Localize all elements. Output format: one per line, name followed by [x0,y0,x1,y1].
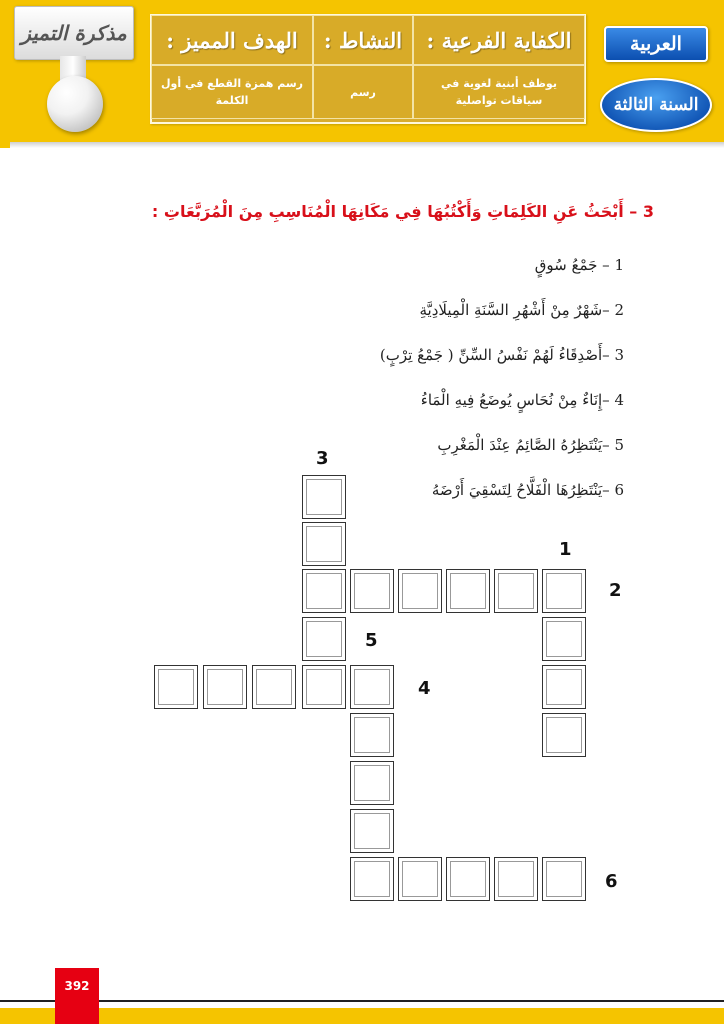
clue-list [184,252,624,522]
crossword-cell[interactable] [494,569,538,613]
clue-3: 3 –أَصْدِقَاءُ لَهُمْ نَفْسُ السِّنِّ ( جَمْعُ تِرْبٍ) [379,346,624,364]
crossword-cell[interactable] [203,665,247,709]
crossword-cell[interactable] [446,857,490,901]
crossword-cell[interactable] [398,857,442,901]
crossword-cell[interactable] [542,569,586,613]
crossword-number-5: 5 [365,630,378,651]
activity-value: رسم [314,66,412,118]
crossword-cell[interactable] [302,522,346,566]
clue-6: 6 –يَنْتَظِرُهَا الْفَلَّاحُ لِتَسْقِيَ أَرْضَهُ [431,481,624,499]
footer-line-dark [0,1000,724,1002]
page-number: 392 [55,968,99,1024]
crossword-number-3: 3 [316,448,329,469]
crossword-cell[interactable] [350,761,394,805]
crossword-cell[interactable] [302,569,346,613]
crossword-cell[interactable] [252,665,296,709]
clue-5: 5 –يَنْتَظِرُهُ الصَّائِمُ عِنْدَ الْمَغْرِبِ [437,436,624,454]
clue-1: 1 – جَمْعُ سُوقٍ [534,256,624,274]
competency-title: الكفاية الفرعية : [414,16,584,64]
crossword-cell[interactable] [302,475,346,519]
crossword-cell[interactable] [154,665,198,709]
logo-ball [47,76,103,132]
crossword-cell[interactable] [350,569,394,613]
crossword-cell[interactable] [350,857,394,901]
crossword-cell[interactable] [302,617,346,661]
subject-badge: العربية [604,26,708,62]
goal-value: رسم همزة القطع في أول الكلمة [152,66,312,118]
goal-title: الهدف المميز : [152,16,312,64]
activity-title: النشاط : [314,16,412,64]
logo [14,6,134,60]
crossword-cell[interactable] [398,569,442,613]
footer-band [0,1008,724,1024]
crossword-cell[interactable] [542,617,586,661]
crossword-cell[interactable] [494,857,538,901]
crossword-number-6: 6 [605,871,618,892]
crossword-cell[interactable] [302,665,346,709]
clue-4: 4 –إِنَاءٌ مِنْ نُحَاسٍ يُوضَعُ فِيهِ الْمَاءُ [420,391,624,409]
crossword-cell[interactable] [542,857,586,901]
crossword-cell[interactable] [350,713,394,757]
crossword-cell[interactable] [350,809,394,853]
crossword-cell[interactable] [350,665,394,709]
crossword-cell[interactable] [542,665,586,709]
logo-text: مذكرة التميز [21,21,127,45]
crossword-number-1: 1 [559,539,572,560]
crossword-number-4: 4 [418,678,431,699]
crossword-cell[interactable] [446,569,490,613]
clue-2: 2 –شَهْرٌ مِنْ أَشْهُرِ السَّنَةِ الْمِيلَادِيَّةِ [419,301,624,319]
lesson-info-table [150,14,586,124]
competency-value: يوظف أبنية لغوية في سياقات تواصلية [414,66,584,118]
exercise-title: 3 – أَبْحَثُ عَنِ الكَلِمَاتِ وَأَكْتُبُهَا فِي مَكَانِهَا الْمُنَاسِبِ مِنَ الْمُرَبَّعَاتِ : [151,202,654,221]
crossword-number-2: 2 [609,580,622,601]
crossword-cell[interactable] [542,713,586,757]
grade-badge: السنة الثالثة [600,78,712,132]
header-shadow [10,142,724,148]
